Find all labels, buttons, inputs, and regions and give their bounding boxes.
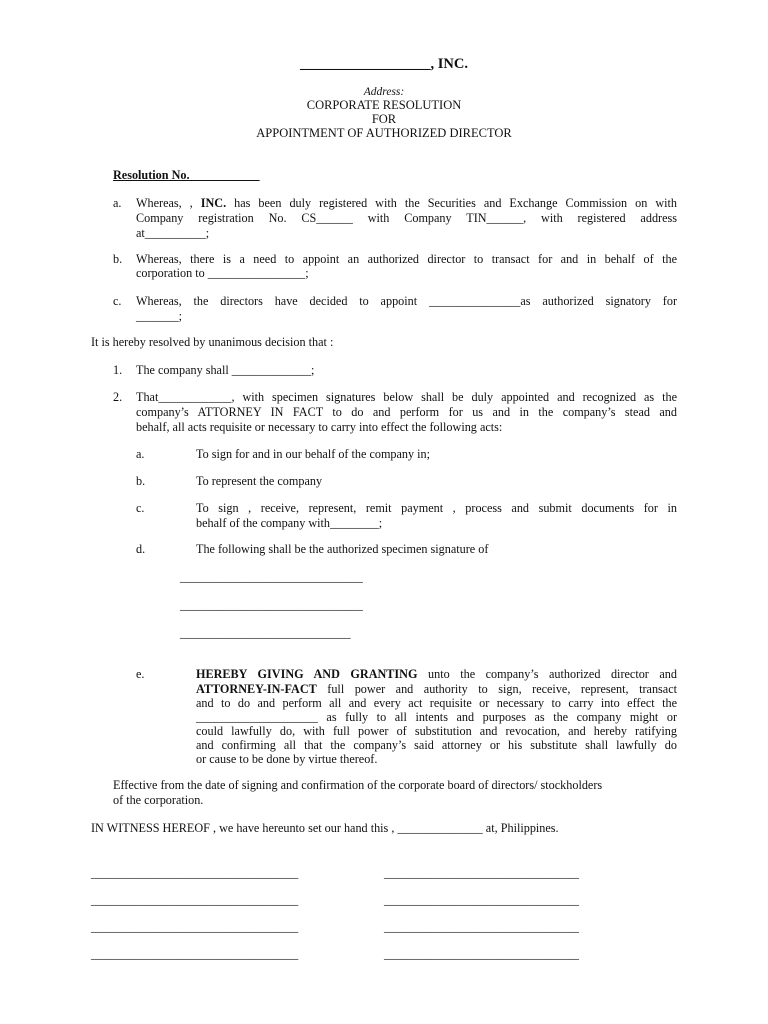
whereas-c-line2: _______; xyxy=(136,309,183,323)
resolved-2-line1: That____________, with specimen signatures below shall be duly appointed and recognized as the xyxy=(136,390,677,404)
act-e-marker: e. xyxy=(136,667,145,681)
document-subtitle: APPOINTMENT OF AUTHORIZED DIRECTOR xyxy=(256,126,512,140)
document-title-for: FOR xyxy=(371,112,397,126)
whereas-a-marker: a. xyxy=(113,196,122,210)
resolved-intro: It is hereby resolved by unanimous decision that : xyxy=(91,335,334,349)
act-c-marker: c. xyxy=(136,501,145,515)
granting-line2: ATTORNEY-IN-FACT full power and authority to sign, receive, represent, transact xyxy=(196,682,677,696)
act-d-marker: d. xyxy=(136,542,146,556)
granting-line7: or cause to be done by virtue thereof. xyxy=(196,752,378,766)
signature-line-right[interactable]: ________________________________ xyxy=(384,920,579,934)
act-c-line2: behalf of the company with________; xyxy=(196,516,383,530)
whereas-a-line3: at__________; xyxy=(136,226,210,240)
resolved-1-text: The company shall _____________; xyxy=(136,363,315,377)
resolution-number-label: Resolution No. xyxy=(113,168,190,182)
specimen-signature-line[interactable]: ______________________________ xyxy=(180,570,363,584)
resolved-2-line3: behalf, all acts requisite or necessary to carry into effect the following acts: xyxy=(136,420,503,434)
resolved-2-line2: company’s ATTORNEY IN FACT to do and perform for us and in the company’s stead and xyxy=(136,405,677,419)
signature-line-right[interactable]: ________________________________ xyxy=(384,947,579,961)
resolved-2-marker: 2. xyxy=(113,390,123,404)
signature-line-left[interactable]: __________________________________ xyxy=(91,947,299,961)
act-c-line1: To sign , receive, represent, remit payment , process and submit documents for in xyxy=(196,501,677,515)
whereas-c-line1: Whereas, the directors have decided to appoint _______________as authorized signatory for xyxy=(136,294,677,308)
signature-line-left[interactable]: __________________________________ xyxy=(91,920,299,934)
whereas-a-line2: Company registration No. CS______ with Company TIN______, with registered address xyxy=(136,211,677,225)
granting-line5: could lawfully do, with full power of substitution and revocation, and hereby ratifying xyxy=(196,724,677,738)
act-a-text: To sign for and in our behalf of the company in; xyxy=(196,447,431,461)
document-title: CORPORATE RESOLUTION xyxy=(306,98,462,112)
signature-line-left[interactable]: __________________________________ xyxy=(91,866,299,880)
witness-statement: IN WITNESS HEREOF , we have hereunto set our hand this , ______________ at, Philippines. xyxy=(91,821,559,835)
granting-line1: HEREBY GIVING AND GRANTING unto the company’s authorized director and xyxy=(196,667,677,681)
effective-line2: of the corporation. xyxy=(113,793,204,807)
specimen-signature-line[interactable]: ______________________________ xyxy=(180,598,363,612)
act-d-text: The following shall be the authorized specimen signature of xyxy=(196,542,489,556)
act-b-text: To represent the company xyxy=(196,474,323,488)
whereas-b-line1: Whereas, there is a need to appoint an authorized director to transact for and in behalf of the xyxy=(136,252,677,266)
company-name-line: __________________, INC. xyxy=(300,56,468,72)
granting-line6: and confirming all that the company’s said attorney or his substitute shall lawfully do xyxy=(196,738,677,752)
granting-line3: and to do and perform all and every act requisite or necessary to carry into effect the xyxy=(196,696,677,710)
granting-line4: ____________________ as fully to all intents and purposes as the company might or xyxy=(196,710,677,724)
whereas-b-line2: corporation to ________________; xyxy=(136,266,309,280)
whereas-a-line1: Whereas, , INC. has been duly registered with the Securities and Exchange Commission on with xyxy=(136,196,677,210)
whereas-b-marker: b. xyxy=(113,252,123,266)
signature-line-right[interactable]: ________________________________ xyxy=(384,866,579,880)
resolved-1-marker: 1. xyxy=(113,363,123,377)
specimen-signature-line[interactable]: ____________________________ xyxy=(180,626,351,640)
effective-line1: Effective from the date of signing and confirmation of the corporate board of directors/ stockholders xyxy=(113,778,603,792)
address-label: Address: xyxy=(363,86,405,98)
whereas-c-marker: c. xyxy=(113,294,122,308)
act-a-marker: a. xyxy=(136,447,145,461)
signature-line-right[interactable]: ________________________________ xyxy=(384,893,579,907)
act-b-marker: b. xyxy=(136,474,146,488)
signature-line-left[interactable]: __________________________________ xyxy=(91,893,299,907)
